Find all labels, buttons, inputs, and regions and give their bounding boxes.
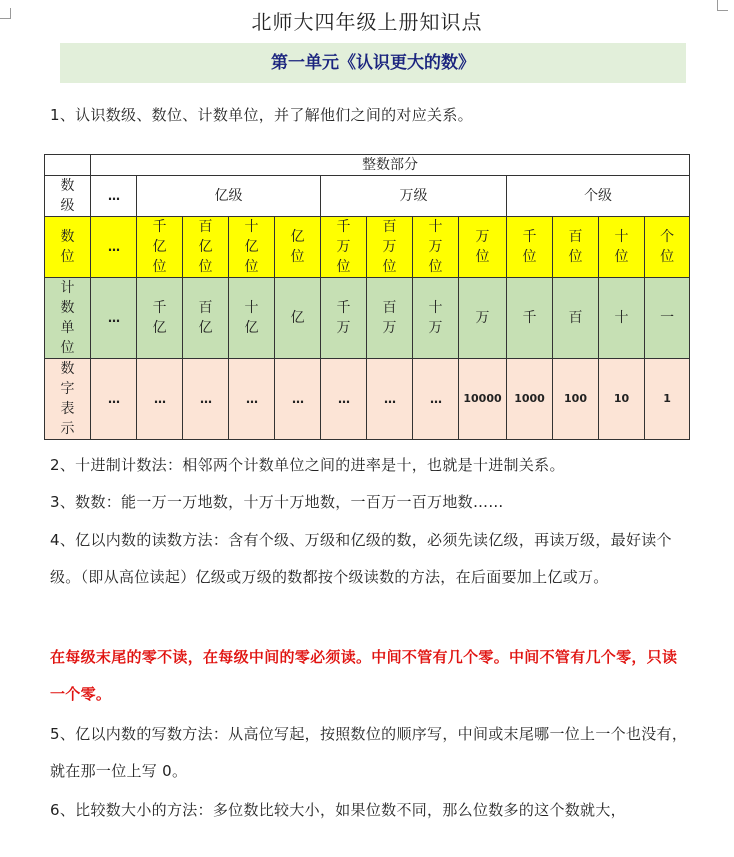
number-cell: …: [229, 359, 275, 440]
paragraph-5: 5、亿以内数的写数方法：从高位写起，按照数位的顺序写，中间或末尾哪一位上一个也没有，就在那一位上写 0。: [50, 725, 688, 780]
digit-cell: 个位: [645, 217, 690, 278]
unit-cell: 百亿: [183, 278, 229, 359]
digit-cell: 亿位: [275, 217, 321, 278]
unit-cell: 万: [459, 278, 507, 359]
unit-title-banner: 第一单元《认识更大的数》: [60, 43, 686, 83]
unit-cell: 一: [645, 278, 690, 359]
number-cell: …: [183, 359, 229, 440]
number-cell: …: [137, 359, 183, 440]
table-row-unit: [45, 278, 690, 359]
digit-cell: 万位: [459, 217, 507, 278]
number-cell: …: [321, 359, 367, 440]
grade-cell: …: [91, 176, 137, 217]
table-corner-cell: [45, 155, 91, 176]
digit-cell: 千万位: [321, 217, 367, 278]
digit-cell: 百位: [553, 217, 599, 278]
integer-part-header: 整数部分: [91, 155, 690, 176]
unit-cell: 千: [507, 278, 553, 359]
unit-cell: 十: [599, 278, 645, 359]
paragraph-1: 1、认识数级、数位、计数单位，并了解他们之间的对应关系。: [50, 106, 473, 124]
document-title: 北师大四年级上册知识点: [251, 10, 483, 34]
table-row-digit: [45, 217, 690, 278]
unit-cell: 百: [553, 278, 599, 359]
table-row-grade: [45, 176, 690, 217]
paragraph-zero-rule-highlight: 在每级末尾的零不读，在每级中间的零必须读。中间不管有几个零。中间不管有几个零，只读一个零。: [50, 648, 678, 703]
number-cell: 100: [553, 359, 599, 440]
digit-cell: 百万位: [367, 217, 413, 278]
unit-cell: 千万: [321, 278, 367, 359]
number-cell: …: [367, 359, 413, 440]
digit-cell: 千亿位: [137, 217, 183, 278]
number-cell: 10: [599, 359, 645, 440]
number-cell: …: [91, 359, 137, 440]
unit-cell: 十万: [413, 278, 459, 359]
row-label-grade: 数级: [45, 176, 91, 217]
number-cell: …: [413, 359, 459, 440]
unit-cell: 亿: [275, 278, 321, 359]
number-cell: 1000: [507, 359, 553, 440]
unit-cell: …: [91, 278, 137, 359]
unit-cell: 十亿: [229, 278, 275, 359]
table-row-number: [45, 359, 690, 440]
paragraph-3: 3、数数：能一万一万地数，十万十万地数，一百万一百万地数……: [50, 493, 504, 511]
grade-cell: 万级: [321, 176, 507, 217]
row-label-digit: 数位: [45, 217, 91, 278]
grade-cell: 亿级: [137, 176, 321, 217]
number-cell: 10000: [459, 359, 507, 440]
row-label-unit: 计数单位: [45, 278, 91, 359]
digit-cell: 十位: [599, 217, 645, 278]
paragraph-6: 6、比较数大小的方法：多位数比较大小，如果位数不同，那么位数多的这个数就大，: [50, 801, 626, 819]
digit-cell: 十亿位: [229, 217, 275, 278]
unit-cell: 千亿: [137, 278, 183, 359]
grade-cell: 个级: [507, 176, 690, 217]
paragraph-2: 2、十进制计数法：相邻两个计数单位之间的进率是十，也就是十进制关系。: [50, 456, 565, 474]
paragraph-4: 4、亿以内数的读数方法：含有个级、万级和亿级的数，必须先读亿级，再读万级，最好读个级。（即从高位读起）亿级或万级的数都按个级读数的方法，在后面要加上亿或万。: [50, 531, 672, 586]
digit-cell: …: [91, 217, 137, 278]
digit-cell: 十万位: [413, 217, 459, 278]
number-cell: …: [275, 359, 321, 440]
place-value-table: [44, 154, 690, 440]
digit-cell: 百亿位: [183, 217, 229, 278]
row-label-number: 数字表示: [45, 359, 91, 440]
digit-cell: 千位: [507, 217, 553, 278]
unit-cell: 百万: [367, 278, 413, 359]
number-cell: 1: [645, 359, 690, 440]
